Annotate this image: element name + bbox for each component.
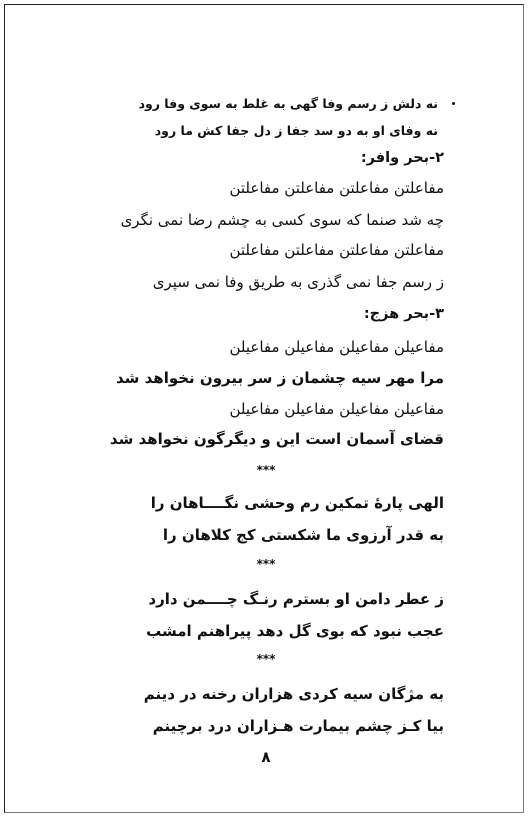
verse-line: قضای آسمان است این و دیگرگون نخواهد شد — [109, 430, 444, 448]
section-heading-hazaj: ۳-بحر هزج: — [363, 306, 444, 322]
intro-line-2: نه وفای او به دو سد جفا ز دل جفا کش ما رود — [154, 123, 438, 138]
separator-stars: *** — [256, 557, 276, 571]
couplet-line: عجب نبود که بوی گل دهد پیراهنم امشب — [146, 622, 444, 640]
meter-line: مفاعیلن مفاعیلن مفاعیلن مفاعیلن — [229, 338, 444, 356]
couplet-line: الهی پارهٔ تمکین رم وحشی نگــــاهان را — [150, 494, 444, 512]
meter-line: مفاعیلن مفاعیلن مفاعیلن مفاعیلن — [229, 400, 444, 418]
page-number: ۸ — [261, 748, 271, 766]
couplet-line: به قدر آرزوی ما شکستی کج کلاهان را — [162, 526, 444, 544]
meter-line: مفاعلتن مفاعلتن مفاعلتن مفاعلتن — [229, 241, 444, 259]
bullet-dot — [452, 102, 455, 105]
verse-line: چه شد صنما که سوی کسی به چشم رضا نمی نگری — [120, 211, 444, 229]
verse-line: مرا مهر سیه چشمان ز سر بیرون نخواهد شد — [116, 369, 444, 387]
meter-line: مفاعلتن مفاعلتن مفاعلتن مفاعلتن — [229, 179, 444, 197]
couplet-line: بیا کـز چشم بیمارت هـزاران درد برچینم — [152, 717, 444, 735]
intro-line-1: نه دلش ز رسم وفا گهی به غلط به سوی وفا رود — [138, 96, 438, 111]
couplet-line: ز عطر دامن او بسترم رنـگ چــــمن دارد — [148, 590, 444, 608]
section-heading-wafer: ۲-بحر وافر: — [360, 150, 444, 166]
couplet-line: به مژگان سیه کردی هزاران رخنه در دینم — [143, 685, 444, 703]
verse-line: ز رسم جفا نمی گذری به طریق وفا نمی سپری — [152, 273, 444, 291]
separator-stars: *** — [256, 463, 276, 477]
separator-stars: *** — [256, 652, 276, 666]
